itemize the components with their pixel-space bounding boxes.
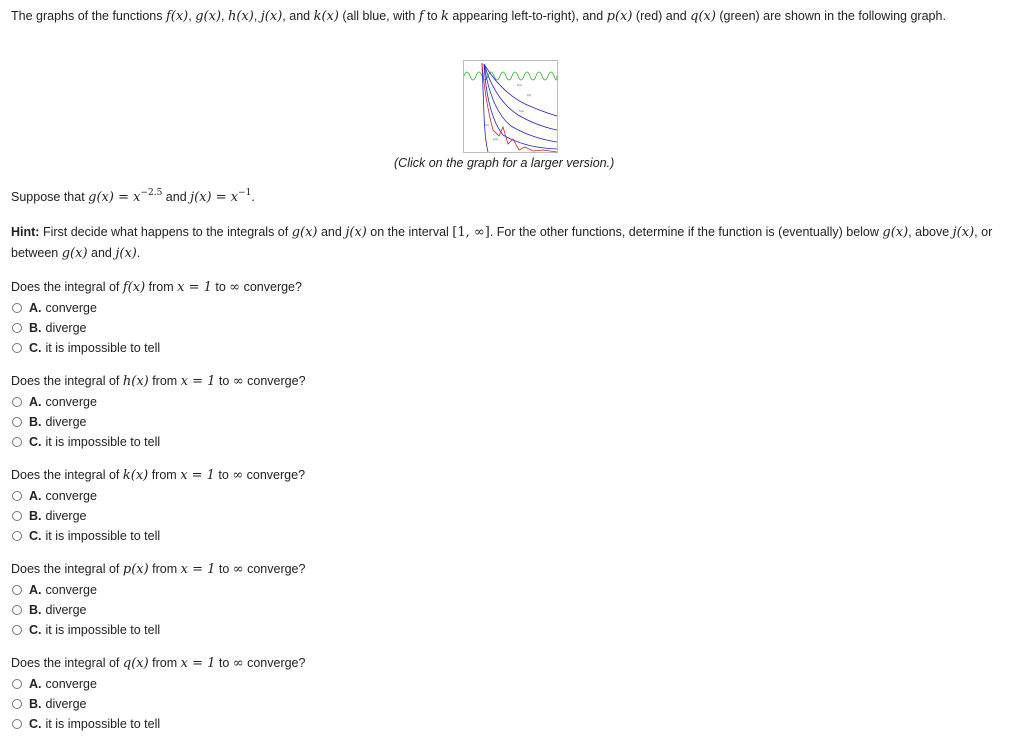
radio-option-a[interactable] [11,486,511,506]
math-j: j(x) [115,246,137,261]
radio-option-a[interactable] [11,392,511,412]
prompt-text: Does the integral of [11,562,123,576]
graph-label: k(x) [517,83,522,87]
intro-sep: , [253,9,261,23]
option-letter: A. [29,395,42,409]
math-g: g(x) [61,246,88,261]
hint-text: . [136,246,141,260]
option-text: converge [45,489,97,503]
radio-option-b[interactable] [11,506,511,526]
intro-sep: , and [282,9,314,23]
radio-option-b[interactable] [11,412,511,432]
intro-text: (red) and [632,9,691,23]
radio-button[interactable] [12,417,22,427]
prompt-text: from [148,468,181,482]
graph-label: j(x) [527,93,532,97]
option-text: converge [45,301,97,315]
prompt-text: to [215,562,233,576]
intro-sep: , [221,9,228,23]
option-text: it is impossible to tell [45,717,161,731]
radio-option-b[interactable] [11,318,511,338]
option-text: it is impossible to tell [45,435,161,449]
intro-text: to [423,9,442,23]
supposition [11,187,255,208]
option-text: converge [45,677,97,691]
math-g: g(x) [195,9,222,24]
question-f [11,277,511,358]
radio-button[interactable] [12,323,22,333]
radio-option-c[interactable] [11,714,511,734]
prompt-text: from [148,374,181,388]
option-letter: C. [29,623,42,637]
option-letter: B. [29,603,42,617]
radio-option-a[interactable] [11,298,511,318]
math-g-def: g(x) = x [88,190,141,205]
math-g-exponent: −2.5 [140,188,163,198]
radio-button[interactable] [12,397,22,407]
math-j: j(x) [345,225,367,240]
math-infinity: ∞ [232,374,244,389]
math-infinity: ∞ [232,656,244,671]
option-letter: B. [29,697,42,711]
option-text: diverge [45,603,87,617]
option-text: converge [45,583,97,597]
radio-button[interactable] [12,605,22,615]
math-lower-bound: x = 1 [180,468,215,483]
math-j: j(x) [260,9,283,24]
option-letter: B. [29,415,42,429]
math-fn: p(x) [122,562,149,577]
problem-intro [11,6,1011,27]
math-p: p(x) [606,9,633,24]
graph-label: p(x) [493,137,499,141]
math-k-var: k [441,9,449,24]
suppose-text: and [162,190,191,204]
prompt-text: Does the integral of [11,374,123,388]
math-j-def: j(x) = x [190,190,239,205]
math-infinity: ∞ [232,562,244,577]
option-letter: B. [29,509,42,523]
radio-option-b[interactable] [11,694,511,714]
radio-button[interactable] [12,437,22,447]
suppose-text: . [251,190,255,204]
intro-text: The graphs of the functions [11,9,166,23]
math-k: k(x) [313,9,339,24]
math-q: q(x) [690,9,716,24]
hint-text: . For the other functions, determine if the function is (eventually) below [489,225,883,239]
hint-text: , above [908,225,953,239]
radio-option-b[interactable] [11,600,511,620]
hint [11,222,1011,264]
math-infinity: ∞ [229,280,241,295]
radio-button[interactable] [12,511,22,521]
graph-label: f(x) [485,123,490,127]
intro-text: appearing left-to-right), and [448,9,607,23]
math-lower-bound: x = 1 [180,374,216,389]
prompt-text: to [214,468,233,482]
radio-button[interactable] [12,699,22,709]
hint-text: , or between [11,225,993,260]
prompt-text: converge? [243,468,306,482]
graph-caption: (Click on the graph for a larger version.) [394,156,615,170]
radio-button[interactable] [12,531,22,541]
math-lower-bound: x = 1 [180,562,216,577]
hint-text: and [87,246,116,260]
option-text: diverge [45,415,87,429]
radio-button[interactable] [12,719,22,729]
option-text: converge [45,395,97,409]
radio-button[interactable] [12,491,22,501]
radio-button[interactable] [12,625,22,635]
radio-button[interactable] [12,585,22,595]
hint-text: and [317,225,346,239]
function-graph-image [463,60,558,153]
radio-button[interactable] [12,679,22,689]
hint-label: Hint: [11,225,40,239]
prompt-text: converge? [240,280,302,294]
graph-label: h(x) [519,109,525,113]
question-k [11,465,511,546]
prompt-text: from [145,280,178,294]
math-f-var: f [418,9,424,24]
radio-button[interactable] [12,303,22,313]
option-letter: C. [29,435,42,449]
math-j: j(x) [952,225,975,240]
radio-option-c[interactable] [11,526,511,546]
function-graph-thumbnail[interactable] [463,60,558,153]
question-prompt [11,465,511,486]
math-infinity: ∞ [232,468,244,483]
option-letter: C. [29,529,42,543]
radio-option-c[interactable] [11,620,511,640]
option-text: diverge [45,509,87,523]
math-f: f(x) [165,9,189,24]
option-letter: B. [29,321,42,335]
suppose-text: Suppose that [11,190,89,204]
intro-sep: , [188,9,196,23]
prompt-text: to [215,656,233,670]
question-q [11,653,511,734]
prompt-text: converge? [243,656,306,670]
math-h: h(x) [227,9,254,24]
intro-text: (green) are shown in the following graph. [715,9,946,23]
math-fn: f(x) [122,280,146,295]
prompt-text: Does the integral of [11,280,123,294]
question-prompt [11,371,511,392]
option-letter: A. [29,677,42,691]
option-letter: A. [29,583,42,597]
option-text: diverge [45,321,87,335]
math-g: g(x) [882,225,909,240]
prompt-text: converge? [243,562,306,576]
option-letter: A. [29,301,42,315]
option-letter: C. [29,341,42,355]
math-j-exponent: −1 [238,188,252,198]
question-prompt [11,277,511,298]
prompt-text: from [148,656,181,670]
prompt-text: converge? [243,374,306,388]
radio-button[interactable] [12,343,22,353]
question-prompt [11,559,511,580]
option-text: it is impossible to tell [45,341,161,355]
option-text: it is impossible to tell [45,623,161,637]
prompt-text: to [215,374,233,388]
prompt-text: Does the integral of [11,468,123,482]
question-prompt [11,653,511,674]
intro-text: (all blue, with [338,9,419,23]
hint-text: First decide what happens to the integrals of [39,225,292,239]
option-text: diverge [45,697,87,711]
option-text: it is impossible to tell [45,529,161,543]
question-p [11,559,511,640]
math-fn: h(x) [122,374,149,389]
prompt-text: to [211,280,230,294]
question-h [11,371,511,452]
math-lower-bound: x = 1 [177,280,212,295]
option-letter: A. [29,489,42,503]
math-fn: q(x) [122,656,149,671]
math-interval: [1, ∞] [452,225,490,240]
math-lower-bound: x = 1 [180,656,216,671]
prompt-text: from [148,562,181,576]
radio-option-a[interactable] [11,580,511,600]
radio-option-c[interactable] [11,432,511,452]
option-letter: C. [29,717,42,731]
radio-option-a[interactable] [11,674,511,694]
radio-option-c[interactable] [11,338,511,358]
math-g: g(x) [291,225,318,240]
hint-text: on the interval [366,225,453,239]
prompt-text: Does the integral of [11,656,123,670]
math-fn: k(x) [122,468,149,483]
